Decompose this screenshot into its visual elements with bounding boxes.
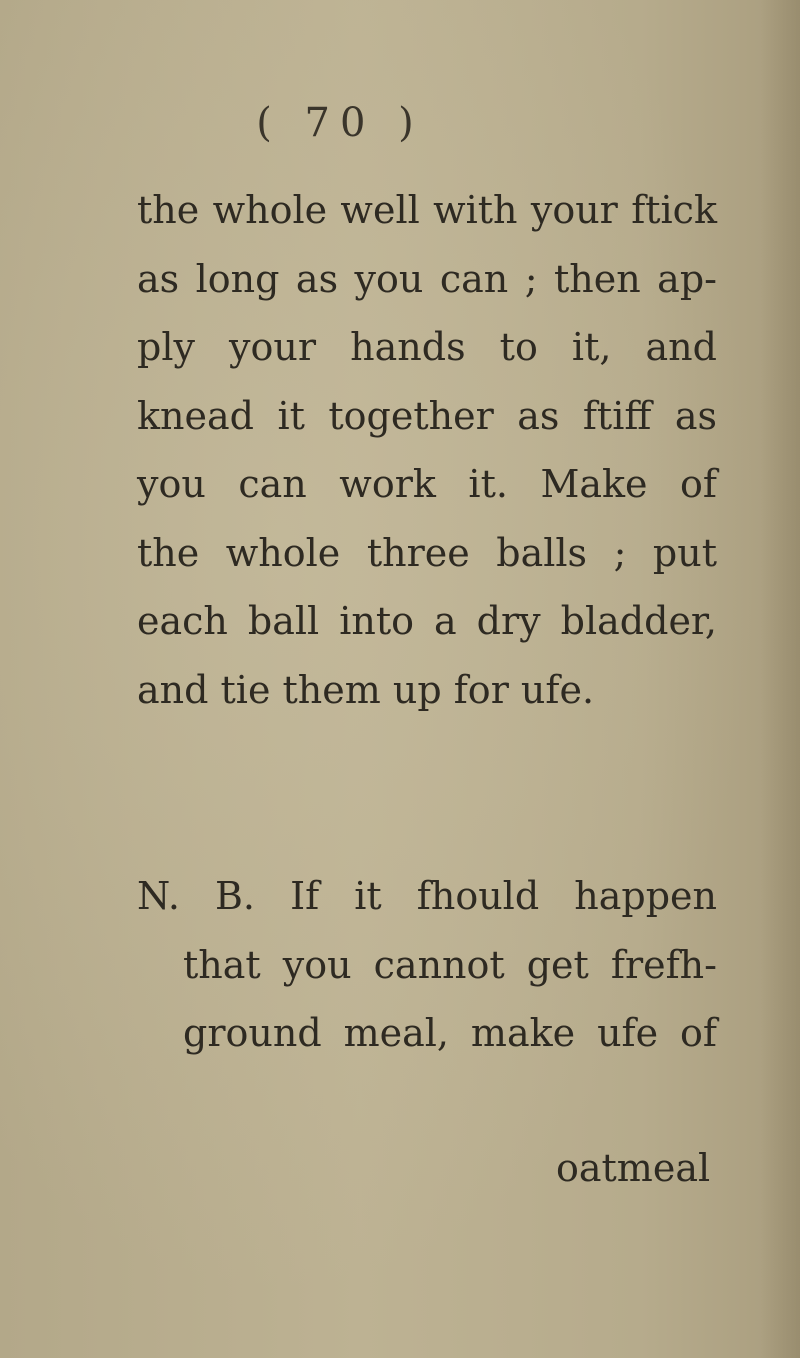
paragraph-line: as long as you can ; then ap- <box>137 256 717 301</box>
paragraph-line: knead it together as ftiff as <box>137 393 717 438</box>
page-edge-shadow <box>760 0 800 1358</box>
page-number: ( 70 ) <box>256 100 424 146</box>
note-line: N. B. If it fhould happen <box>137 874 717 918</box>
recipe-paragraph <box>137 176 717 724</box>
paragraph-line: you can work it. Make of <box>137 462 717 506</box>
paragraph-line: and tie them up for ufe. <box>137 667 595 712</box>
paragraph-line: the whole three balls ; put <box>137 530 717 575</box>
note-line: ground meal, make ufe of <box>183 1011 717 1055</box>
note-paragraph <box>137 862 717 1068</box>
paragraph-line: the whole well with your ftick <box>137 188 717 232</box>
catchword: oatmeal <box>556 1146 711 1190</box>
paragraph-line: ply your hands to it, and <box>137 325 717 369</box>
note-line: that you cannot get frefh- <box>183 942 717 987</box>
paragraph-line: each ball into a dry bladder, <box>137 599 717 643</box>
